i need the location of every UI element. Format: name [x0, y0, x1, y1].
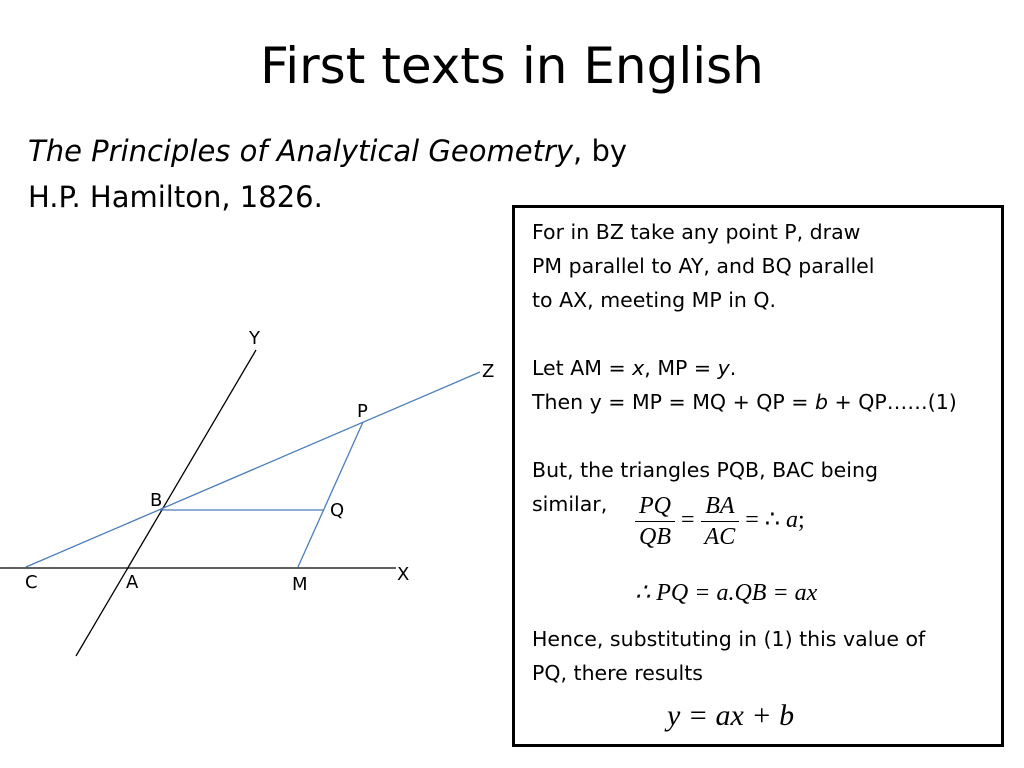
- line-ay: [76, 350, 256, 656]
- book-title: The Principles of Analytical Geometry: [28, 134, 574, 168]
- label-x: X: [397, 564, 410, 585]
- label-p: P: [357, 401, 368, 422]
- frac2-den: AC: [704, 524, 736, 550]
- label-c: C: [25, 572, 38, 593]
- equation-line: y = ax + b: [667, 699, 795, 732]
- explanation-box: [512, 205, 1004, 747]
- label-q: Q: [330, 500, 345, 521]
- then-end: + QP……(1): [828, 390, 957, 414]
- similar-label: similar,: [532, 492, 608, 516]
- box-line-3: to AX, meeting MP in Q.: [532, 288, 777, 312]
- let-end: .: [729, 356, 737, 380]
- label-y: Y: [249, 328, 260, 349]
- var-a: a: [786, 507, 799, 534]
- author-line: H.P. Hamilton, 1826.: [28, 180, 323, 214]
- line-pm: [298, 422, 363, 567]
- equation-pq: ∴ PQ = a.QB = ax: [635, 580, 818, 606]
- hence-line-2: PQ, there results: [532, 661, 703, 685]
- var-b: b: [814, 390, 828, 414]
- let-line: [532, 351, 736, 386]
- line-cz: [26, 372, 480, 567]
- var-y: y: [717, 356, 730, 380]
- fraction-pq-qb: [635, 491, 675, 552]
- fraction-ba-ac: [701, 491, 740, 552]
- frac2-num: BA: [701, 491, 740, 522]
- equation-ratio: [635, 491, 805, 552]
- label-z: Z: [482, 361, 495, 382]
- then-line: [532, 385, 957, 420]
- box-line-2: PM parallel to AY, and BQ parallel: [532, 254, 875, 278]
- var-x: x: [632, 356, 645, 380]
- let-prefix: Let AM =: [532, 356, 633, 380]
- semicolon: ;: [798, 507, 805, 534]
- hence-line-1: Hence, substituting in (1) this value of: [532, 627, 926, 651]
- equals-1: =: [681, 507, 695, 534]
- slide-title: First texts in English: [260, 37, 764, 95]
- label-m: M: [292, 574, 308, 595]
- label-b: B: [150, 490, 163, 511]
- let-mid: , MP =: [644, 356, 718, 380]
- subtitle-by: , by: [573, 134, 628, 168]
- then-prefix: Then y = MP = MQ + QP =: [532, 390, 815, 414]
- frac1-num: PQ: [635, 491, 675, 522]
- frac1-den: QB: [639, 524, 671, 550]
- but-line: But, the triangles PQB, BAC being: [532, 458, 878, 482]
- label-a: A: [126, 572, 139, 593]
- box-line-1: For in BZ take any point P, draw: [532, 220, 861, 244]
- equals-therefore: = ∴: [745, 507, 781, 534]
